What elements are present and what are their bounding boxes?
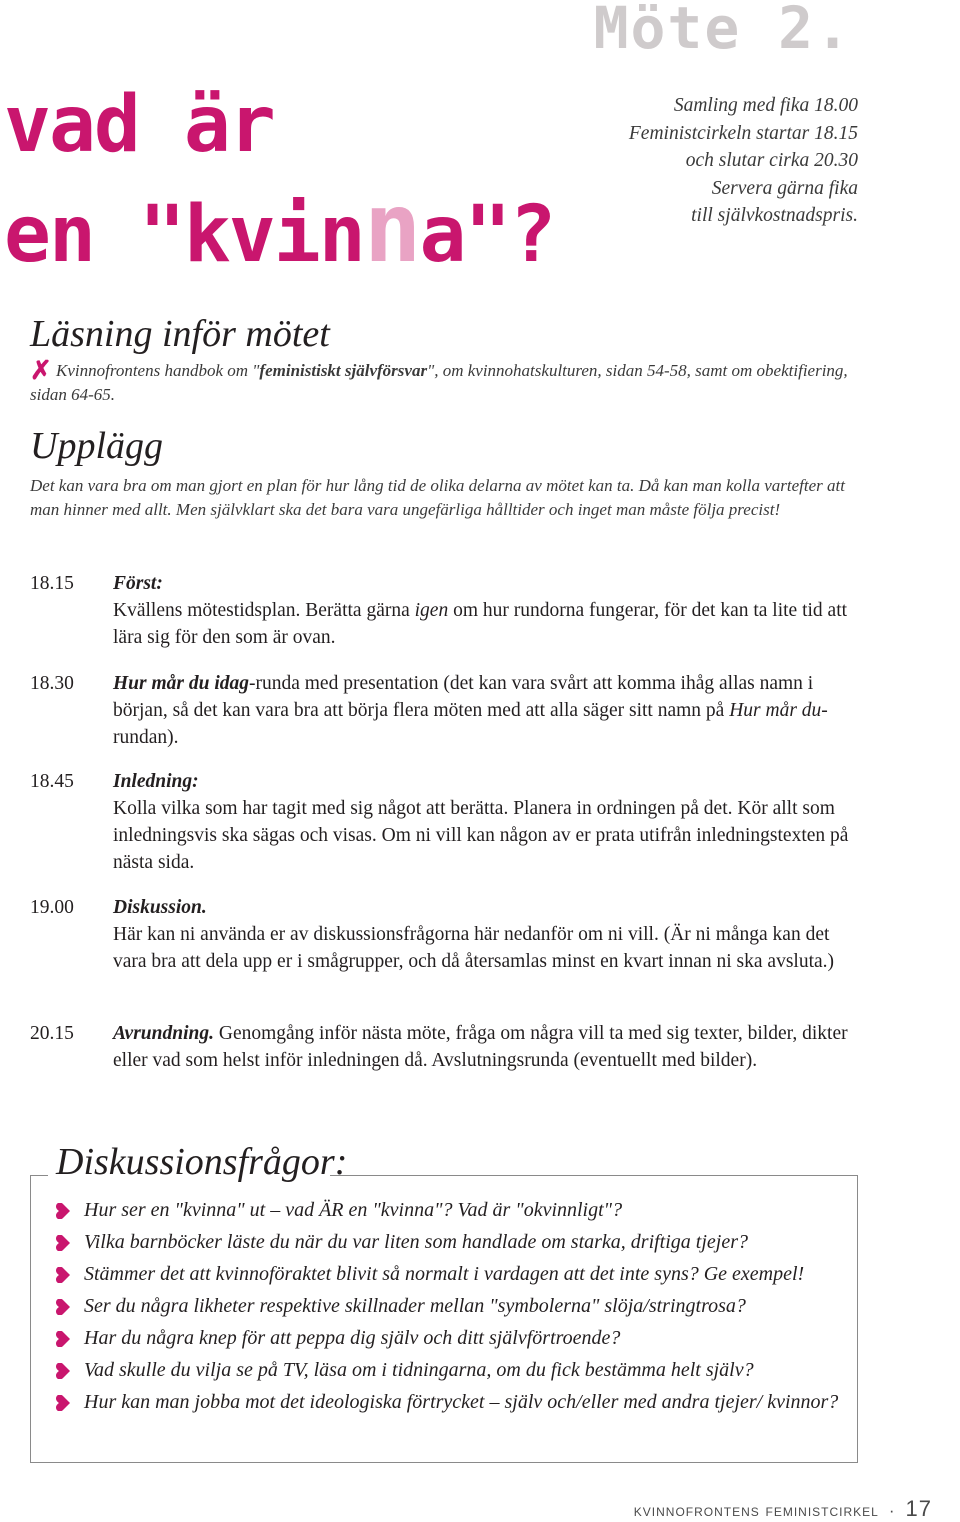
reading-text-b: ", om kvinnohatskulturen, sidan 54-58, samt om obektifiering, sidan 64-65. [30,361,848,404]
reading-text-bold: feministiskt självförsvar [259,361,428,380]
meeting-info-line: Servera gärna fika [711,177,858,199]
reading-text [30,356,870,407]
footer-separator: · [888,1501,896,1520]
discussion-heading: Diskussionsfrågor: [56,1141,348,1183]
schedule-text-a: Kvällens mötestidsplan. Berätta gärna [113,600,415,621]
question-text: Vad skulle du vilja se på TV, läsa om i tidningarna, om du fick bestämma helt själv? [84,1359,754,1381]
meeting-info-line: Samling med fika 18.00 [673,95,858,116]
question-text: Vilka barnböcker läste du när du var liten som handlade om starka, driftiga tjejer? [84,1231,749,1253]
reading-heading: Läsning inför mötet [30,313,330,355]
heart-bullet-icon [54,1203,72,1219]
schedule-time: 18.45 [30,771,74,792]
page-footer [634,1496,932,1522]
discussion-box-top-left-rule [30,1175,48,1176]
schedule-title: Först: [113,573,163,594]
schedule-time: 18.15 [30,573,74,594]
discussion-box-top-right-rule [330,1175,858,1176]
meeting-title: Möte 2. [593,0,852,62]
question-text: Hur ser en "kvinna" ut – vad ÄR en "kvinna"? Vad är "okvinnligt"? [84,1199,623,1221]
upplagg-text: Det kan vara bra om man gjort en plan för hur lång tid de olika delarna av mötet kan ta. Då kan man kolla vartefter att man hinner med allt. Men självklart ska det bara vara ungefärliga hålltider och inget man måste följa precist! [30,476,845,519]
schedule-body [113,894,863,975]
page-title-line1: vad är [4,80,274,170]
schedule-title: Inledning: [113,771,199,792]
schedule-text: Kolla vilka som har tagit med sig något att berätta. Planera in ordningen på det. Kör allt som inledningsvis ska sägas och visas. Om ni vill kan någon av er prata utifrån inledningstexten på nästa sida. [113,798,849,873]
schedule-body [113,768,863,876]
meeting-info-line: till självkostnadspris. [691,205,858,226]
question-text: Hur kan man jobba mot det ideologiska förtrycket – själv och/eller med andra tjejer/ kvinnor? [84,1391,839,1413]
heart-bullet-icon [54,1235,72,1251]
meeting-info-line: Feministcirkeln startar 18.15 [628,122,858,144]
schedule-body [113,670,863,751]
schedule-text-b: -rundan). [113,700,828,748]
schedule-text-italic: igen [414,600,449,621]
page-title-line2 [4,172,555,284]
question-text: Stämmer det att kvinnoföraktet blivit så normalt i vardagen att det inte syns? Ge exempel! [84,1263,805,1285]
upplagg-heading: Upplägg [30,425,163,467]
schedule-text: Här kan ni använda er av diskussionsfrågorna här nedanför om ni vill. (Är ni många kan det vara bra att dela upp er i smågrupper, och då återsamlas minst en kvart innan ni ska avsluta.) [113,924,835,972]
schedule-time: 18.30 [30,673,74,694]
schedule-body [113,1020,863,1074]
meeting-info-line: och slutar cirka 20.30 [685,150,858,171]
page-title-part-c: a"? [419,190,555,280]
schedule-time: 20.15 [30,1023,74,1044]
question-text: Ser du några likheter respektive skillnader mellan "symbolerna" slöja/stringtrosa? [84,1295,746,1317]
schedule-text-a: Genomgång inför nästa möte, fråga om några vill ta med sig texter, bilder, dikter eller vad som helst inför inledningen då. Avslutningsrunda (eventuellt med bilder). [113,1023,848,1071]
schedule-text-italic: Hur mår du [729,700,822,721]
schedule-title: Hur mår du idag [113,673,249,694]
meeting-info [629,92,858,230]
page-title-part-n: n [363,172,420,284]
schedule-title: Avrundning. [113,1023,214,1044]
heart-bullet-icon [54,1299,72,1315]
schedule-text-b: om hur rundorna fungerar, för det kan ta lite tid att lära sig för den som är ovan. [113,600,848,648]
page-title-part-a: en "kvin [4,190,364,280]
schedule-time: 19.00 [30,897,74,918]
reading-text-a: Kvinnofrontens handbok om " [56,361,260,380]
heart-bullet-icon [54,1363,72,1379]
x-mark-icon: ✗ [30,356,52,385]
heart-bullet-icon [54,1331,72,1347]
schedule-body [113,570,863,651]
schedule-text-a: -runda med presentation (det kan vara svårt att komma ihåg allas namn i början, så det kan vara bra att börja flera möten med att alla säger sitt namn på [113,673,814,721]
heart-bullet-icon [54,1267,72,1283]
schedule-text [113,597,863,651]
question-text: Har du några knep för att peppa dig själv och ditt självförtroende? [84,1327,621,1349]
page-number: 17 [905,1496,932,1521]
heart-bullet-icon [54,1395,72,1411]
schedule-title: Diskussion. [113,897,207,918]
footer-publication: kvinnofrontens feministcirkel [633,1501,879,1520]
